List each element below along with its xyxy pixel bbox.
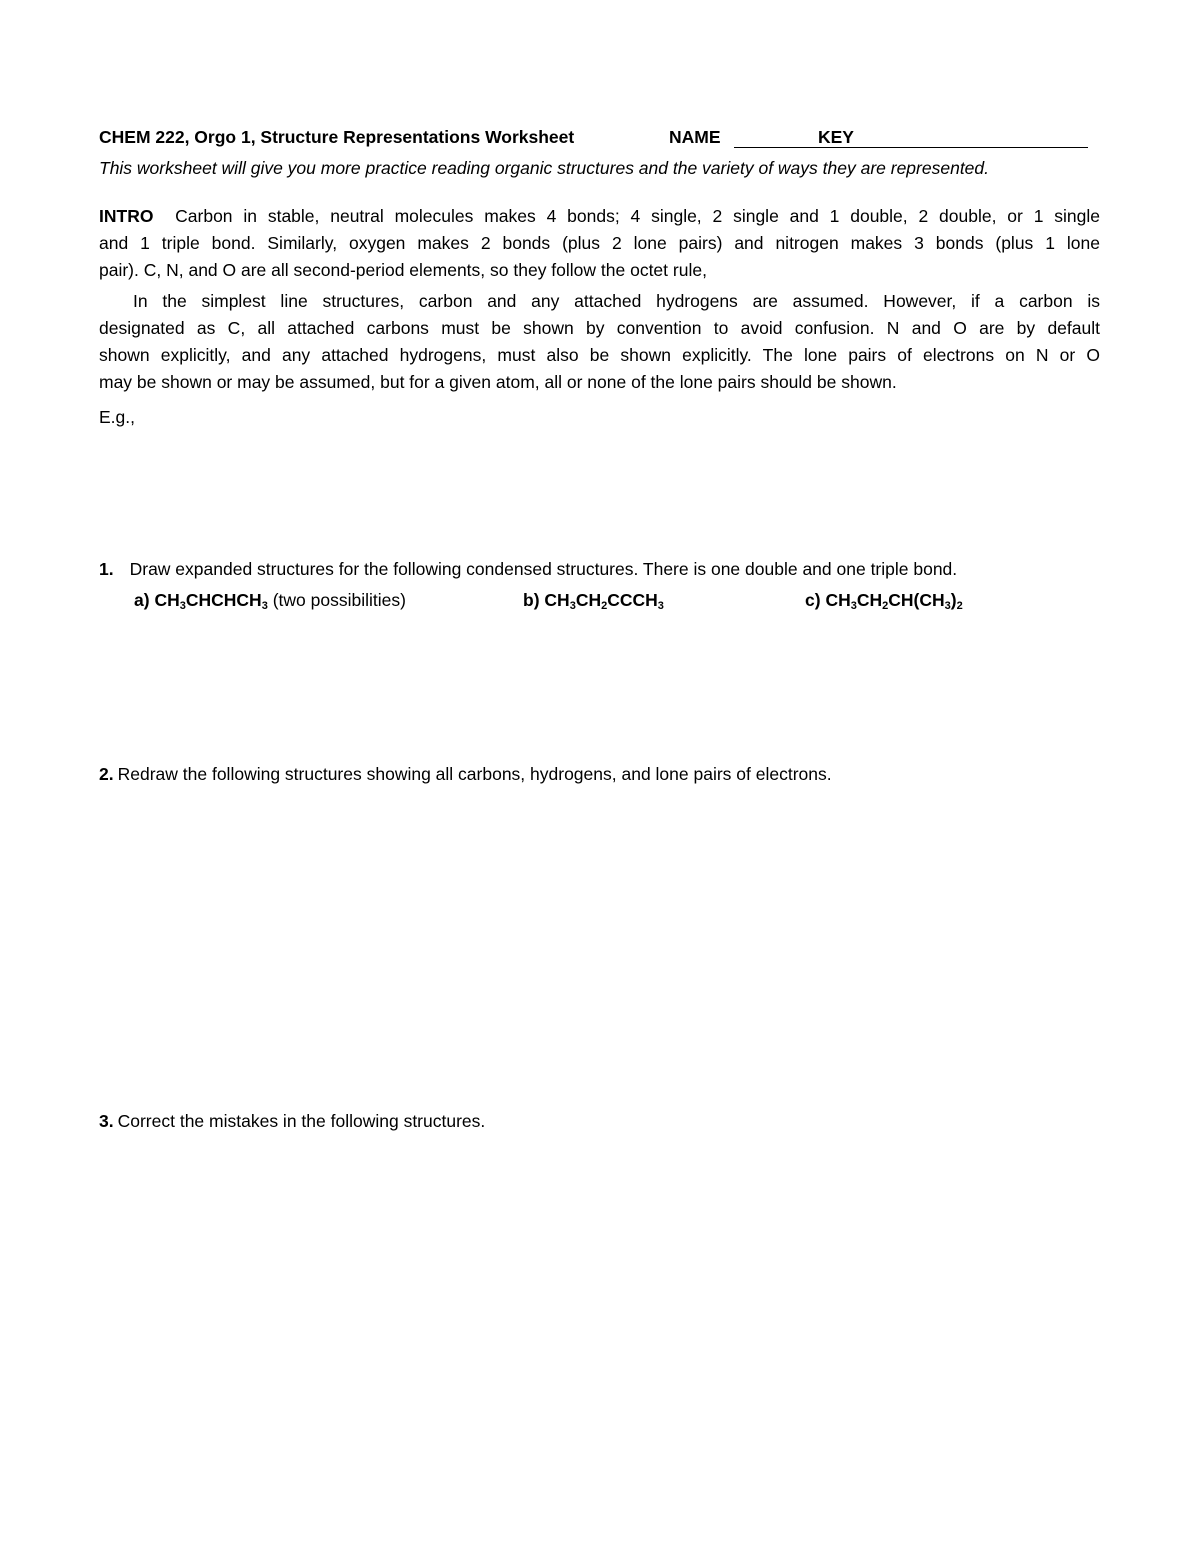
question-3-number: 3. xyxy=(99,1111,114,1131)
question-1b-label: b) xyxy=(523,590,540,610)
formula-part: CH xyxy=(154,590,180,610)
question-1c-label: c) xyxy=(805,590,821,610)
question-2 xyxy=(99,763,832,785)
question-1a-note: (two possibilities) xyxy=(272,590,406,610)
formula-part: CH xyxy=(544,590,570,610)
formula-subscript: 3 xyxy=(569,600,576,612)
name-value: KEY xyxy=(818,127,854,147)
formula-part: CH xyxy=(856,590,883,610)
question-2-number: 2. xyxy=(99,764,114,784)
intro-text-1: Carbon in stable, neutral molecules makes 4 bonds; 4 single, 2 single and 1 double, 2 double, or 1 single xyxy=(175,206,1100,226)
formula-part: CH xyxy=(575,590,602,610)
worksheet-subtitle: This worksheet will give you more practice reading organic structures and the variety of ways they are represented. xyxy=(99,158,990,178)
line-structures-paragraph xyxy=(99,288,1100,396)
question-1 xyxy=(99,558,957,580)
formula-subscript: 3 xyxy=(657,600,664,612)
question-1b xyxy=(523,589,664,611)
formula-subscript: 3 xyxy=(179,600,186,612)
formula-subscript: 2 xyxy=(882,600,889,612)
worksheet-title: CHEM 222, Orgo 1, Structure Representations Worksheet xyxy=(99,127,575,147)
name-label: NAME xyxy=(669,127,721,147)
question-1a-formula xyxy=(134,590,268,610)
question-3 xyxy=(99,1110,485,1132)
intro-line-3: pair). C, N, and O are all second-period elements, so they follow the octet rule, xyxy=(99,260,707,280)
line-structures-line-2: designated as C, all attached carbons must be shown by convention to avoid confusion. N and O are by default xyxy=(99,318,1100,338)
name-field xyxy=(734,126,1088,148)
formula-subscript: 2 xyxy=(956,600,963,612)
question-1a xyxy=(134,589,406,611)
formula-part: CCCH xyxy=(607,590,658,610)
intro-label: INTRO xyxy=(99,206,154,226)
formula-part: CHCH xyxy=(185,590,237,610)
intro-line-1 xyxy=(99,203,1100,230)
formula-part: CH(CH xyxy=(888,590,945,610)
example-label: E.g., xyxy=(99,407,135,427)
line-structures-line-3: shown explicitly, and any attached hydrogens, must also be shown explicitly. The lone pairs of electrons on N or O xyxy=(99,345,1100,365)
question-2-text: Redraw the following structures showing all carbons, hydrogens, and lone pairs of electrons. xyxy=(117,764,832,784)
line-structures-line-4: may be shown or may be assumed, but for a given atom, all or none of the lone pairs should be shown. xyxy=(99,372,897,392)
question-1-number: 1. xyxy=(99,559,114,579)
question-1a-label: a) xyxy=(134,590,150,610)
formula-part: ) xyxy=(950,590,957,610)
formula-subscript: 3 xyxy=(944,600,951,612)
formula-part: CH xyxy=(825,590,851,610)
line-structures-line-1: In the simplest line structures, carbon and any attached hydrogens are assumed. However, if a carbon is xyxy=(133,291,1100,311)
intro-line-2: and 1 triple bond. Similarly, oxygen makes 2 bonds (plus 2 lone pairs) and nitrogen makes 3 bonds (plus 1 lone xyxy=(99,233,1100,253)
formula-subscript: 3 xyxy=(850,600,857,612)
question-1c xyxy=(805,589,963,611)
question-3-text: Correct the mistakes in the following structures. xyxy=(117,1111,486,1131)
formula-part: CH xyxy=(236,590,262,610)
question-1-text: Draw expanded structures for the following condensed structures. There is one double and one triple bond. xyxy=(129,559,958,579)
formula-subscript: 3 xyxy=(261,600,268,612)
intro-paragraph xyxy=(99,203,1100,284)
formula-subscript: 2 xyxy=(601,600,608,612)
